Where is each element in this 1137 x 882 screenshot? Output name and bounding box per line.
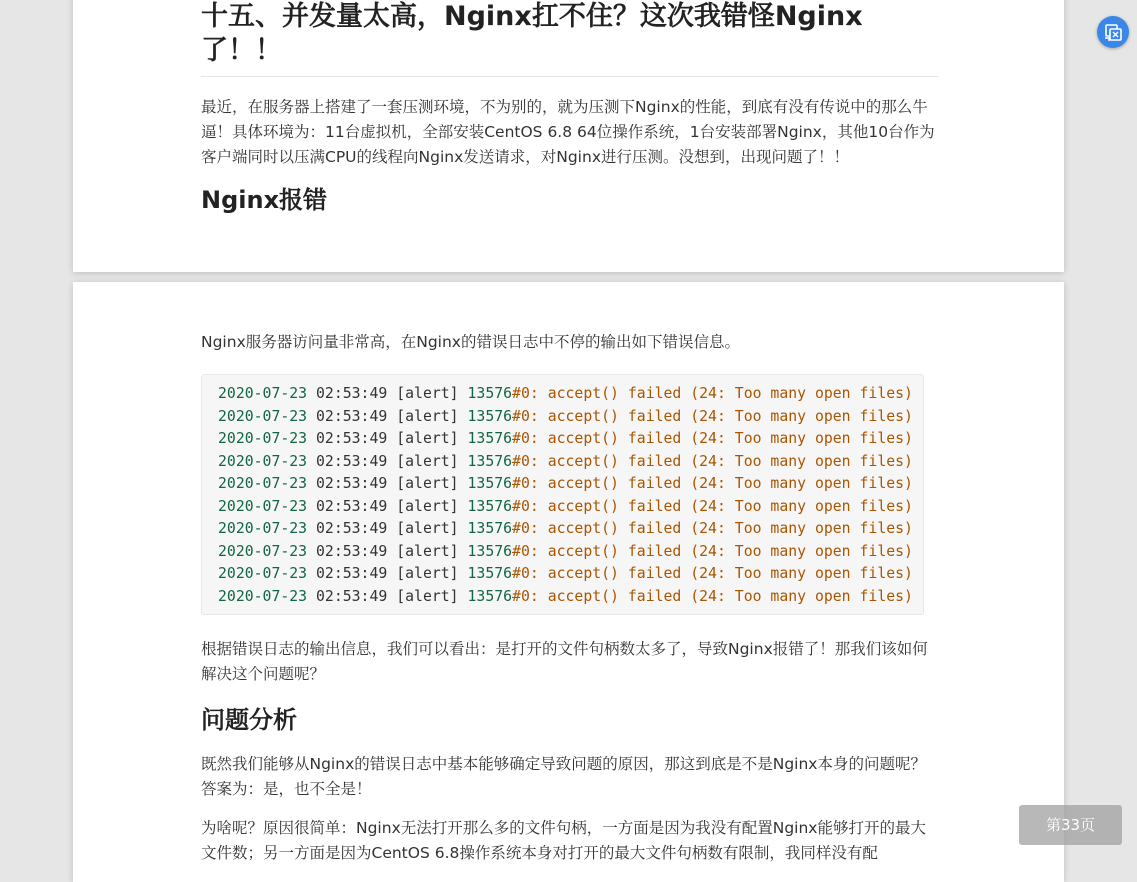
log-message: accept() failed (24: Too many open files) bbox=[547, 407, 913, 425]
log-level: [alert] bbox=[396, 452, 459, 470]
log-line bbox=[218, 451, 923, 474]
log-line bbox=[218, 518, 923, 541]
page-2-body bbox=[201, 637, 938, 866]
log-line bbox=[218, 473, 923, 496]
log-conn: #0: bbox=[512, 430, 539, 447]
document-page-1 bbox=[73, 0, 1064, 272]
page-number-indicator: 第33页 bbox=[1019, 805, 1122, 845]
section-title-problem-analysis: 问题分析 bbox=[201, 706, 297, 734]
log-time: 02:53:49 bbox=[316, 385, 388, 402]
log-time: 02:53:49 bbox=[316, 407, 388, 425]
log-pid: 13576 bbox=[467, 452, 513, 470]
log-level: [alert] bbox=[396, 542, 459, 560]
log-pid: 13576 bbox=[467, 542, 513, 560]
page-1-content bbox=[201, 0, 938, 216]
log-line bbox=[218, 563, 923, 586]
analysis-paragraph-1: 既然我们能够从Nginx的错误日志中基本能够确定导致问题的原因，那这到底是不是Nginx本身的问题呢？答案为：是，也不全是！ bbox=[201, 755, 926, 798]
log-line bbox=[218, 586, 923, 609]
section-title-nginx-error: Nginx报错 bbox=[201, 186, 328, 214]
log-message: accept() failed (24: Too many open files) bbox=[547, 497, 913, 515]
log-level: [alert] bbox=[396, 587, 459, 605]
log-conn: #0: bbox=[512, 385, 539, 402]
log-pid: 13576 bbox=[467, 475, 513, 492]
page-2-lead bbox=[201, 330, 938, 355]
translate-button[interactable] bbox=[1097, 16, 1129, 48]
intro-paragraph: 最近，在服务器上搭建了一套压测环境，不为别的，就为压测下Nginx的性能，到底有没有传说中的那么牛逼！具体环境为：11台虚拟机，全部安装CentOS 6.8 64位操作系统，1台安装部署Nginx，其他10台作为客户端同时以压满CPU的线程向Nginx发送请求，对Nginx进行压测。没想到，出现问题了！！ bbox=[201, 98, 935, 166]
log-date: 2020-07-23 bbox=[218, 565, 308, 582]
log-level: [alert] bbox=[396, 430, 459, 447]
log-pid: 13576 bbox=[467, 587, 513, 605]
log-level: [alert] bbox=[396, 385, 459, 402]
log-level: [alert] bbox=[396, 497, 459, 515]
log-pid: 13576 bbox=[467, 407, 513, 425]
translate-icon bbox=[1097, 16, 1129, 48]
log-message: accept() failed (24: Too many open files) bbox=[547, 430, 913, 447]
log-time: 02:53:49 bbox=[316, 542, 388, 560]
log-message: accept() failed (24: Too many open files) bbox=[547, 542, 913, 560]
log-date: 2020-07-23 bbox=[218, 385, 308, 402]
log-pid: 13576 bbox=[467, 565, 513, 582]
log-line bbox=[218, 541, 923, 564]
log-conn: #0: bbox=[512, 475, 539, 492]
log-level: [alert] bbox=[396, 565, 459, 582]
log-level: [alert] bbox=[396, 520, 459, 537]
log-conn: #0: bbox=[512, 565, 539, 582]
log-pid: 13576 bbox=[467, 497, 513, 515]
log-date: 2020-07-23 bbox=[218, 497, 308, 515]
log-conn: #0: bbox=[512, 407, 539, 425]
log-level: [alert] bbox=[396, 475, 459, 492]
lead-paragraph: Nginx服务器访问量非常高，在Nginx的错误日志中不停的输出如下错误信息。 bbox=[201, 333, 740, 351]
log-pid: 13576 bbox=[467, 520, 513, 537]
log-message: accept() failed (24: Too many open files) bbox=[547, 452, 913, 470]
log-message: accept() failed (24: Too many open files) bbox=[547, 520, 913, 537]
log-time: 02:53:49 bbox=[316, 475, 388, 492]
log-message: accept() failed (24: Too many open files) bbox=[547, 475, 913, 492]
log-date: 2020-07-23 bbox=[218, 475, 308, 492]
log-date: 2020-07-23 bbox=[218, 452, 308, 470]
log-date: 2020-07-23 bbox=[218, 520, 308, 537]
article-heading: 十五、并发量太高，Nginx扛不住？这次我错怪Nginx了！！ bbox=[201, 0, 938, 77]
log-line bbox=[218, 383, 923, 406]
log-time: 02:53:49 bbox=[316, 587, 388, 605]
log-line bbox=[218, 496, 923, 519]
log-line bbox=[218, 428, 923, 451]
log-level: [alert] bbox=[396, 407, 459, 425]
log-pid: 13576 bbox=[467, 430, 513, 447]
log-message: accept() failed (24: Too many open files) bbox=[547, 385, 913, 402]
log-time: 02:53:49 bbox=[316, 430, 388, 447]
log-conn: #0: bbox=[512, 542, 539, 560]
log-date: 2020-07-23 bbox=[218, 407, 308, 425]
log-date: 2020-07-23 bbox=[218, 587, 308, 605]
log-conn: #0: bbox=[512, 587, 539, 605]
log-line bbox=[218, 406, 923, 429]
log-date: 2020-07-23 bbox=[218, 542, 308, 560]
log-date: 2020-07-23 bbox=[218, 430, 308, 447]
analysis-lead-paragraph: 根据错误日志的输出信息，我们可以看出：是打开的文件句柄数太多了，导致Nginx报错了！那我们该如何解决这个问题呢？ bbox=[201, 640, 928, 683]
log-time: 02:53:49 bbox=[316, 497, 388, 515]
log-pid: 13576 bbox=[467, 385, 513, 402]
log-time: 02:53:49 bbox=[316, 565, 388, 582]
log-time: 02:53:49 bbox=[316, 452, 388, 470]
log-message: accept() failed (24: Too many open files) bbox=[547, 565, 913, 582]
log-time: 02:53:49 bbox=[316, 520, 388, 537]
analysis-paragraph-2: 为啥呢？原因很简单：Nginx无法打开那么多的文件句柄，一方面是因为我没有配置Nginx能够打开的最大文件数；另一方面是因为CentOS 6.8操作系统本身对打开的最大文件句柄数有限制，我同样没有配 bbox=[201, 819, 926, 862]
log-conn: #0: bbox=[512, 452, 539, 470]
document-page-2 bbox=[73, 282, 1064, 882]
log-conn: #0: bbox=[512, 520, 539, 537]
log-conn: #0: bbox=[512, 497, 539, 515]
log-message: accept() failed (24: Too many open files) bbox=[547, 587, 913, 605]
error-log-code-block bbox=[201, 374, 924, 615]
